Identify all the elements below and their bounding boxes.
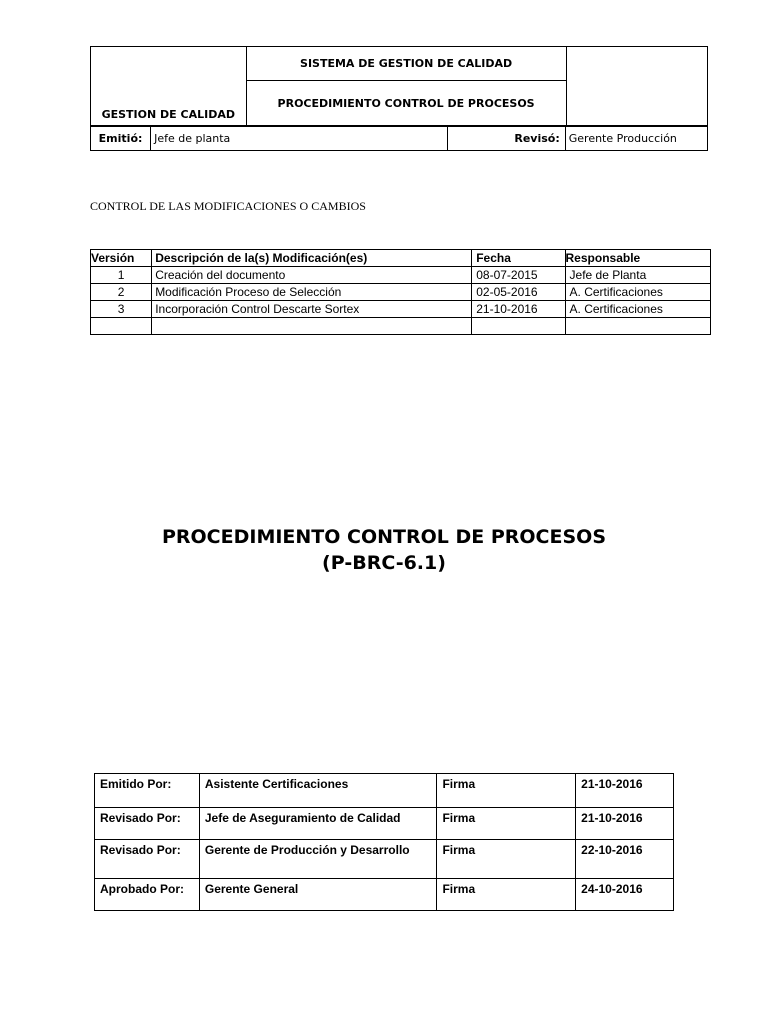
system-title: SISTEMA DE GESTION DE CALIDAD bbox=[246, 47, 566, 81]
signature-cell: Firma bbox=[437, 840, 576, 879]
date-cell: 08-07-2015 bbox=[472, 267, 565, 284]
table-row-empty bbox=[91, 318, 711, 335]
signature-cell: Firma bbox=[437, 774, 576, 808]
responsible-cell: Jefe de Planta bbox=[565, 267, 710, 284]
table-row bbox=[95, 774, 674, 808]
date-cell: 21-10-2016 bbox=[472, 301, 565, 318]
description-cell: Modificación Proceso de Selección bbox=[152, 284, 472, 301]
table-row bbox=[91, 301, 711, 318]
column-header: Versión bbox=[91, 250, 152, 267]
role-cell: Revisado Por: bbox=[95, 840, 200, 879]
signature-cell: Firma bbox=[437, 808, 576, 840]
date-cell: 02-05-2016 bbox=[472, 284, 565, 301]
column-header: Descripción de la(s) Modificación(es) bbox=[152, 250, 472, 267]
role-cell: Emitido Por: bbox=[95, 774, 200, 808]
version-cell: 3 bbox=[91, 301, 152, 318]
main-title bbox=[0, 524, 768, 576]
emitio-value: Jefe de planta bbox=[151, 127, 447, 151]
version-cell: 2 bbox=[91, 284, 152, 301]
main-title-line: PROCEDIMIENTO CONTROL DE PROCESOS bbox=[161, 526, 607, 548]
date-cell: 22-10-2016 bbox=[576, 840, 674, 879]
document-header bbox=[90, 46, 708, 126]
section-heading: CONTROL DE LAS MODIFICACIONES O CAMBIOS bbox=[90, 199, 366, 213]
reviso-label: Revisó: bbox=[447, 127, 565, 151]
table-row bbox=[91, 284, 711, 301]
name-cell: Gerente General bbox=[199, 879, 437, 911]
column-header: Responsable bbox=[565, 250, 710, 267]
reviso-value: Gerente Producción bbox=[565, 127, 707, 151]
table-row bbox=[95, 840, 674, 879]
empty-cell bbox=[472, 318, 565, 335]
version-cell: 1 bbox=[91, 267, 152, 284]
procedure-code: (P-BRC-6.1) bbox=[322, 552, 446, 574]
date-cell: 21-10-2016 bbox=[576, 774, 674, 808]
versions-table bbox=[90, 249, 711, 335]
date-cell: 24-10-2016 bbox=[576, 879, 674, 911]
name-cell: Asistente Certificaciones bbox=[199, 774, 437, 808]
role-cell: Revisado Por: bbox=[95, 808, 200, 840]
role-cell: Aprobado Por: bbox=[95, 879, 200, 911]
table-row bbox=[95, 808, 674, 840]
document-meta bbox=[90, 126, 708, 151]
column-header: Fecha bbox=[472, 250, 565, 267]
responsible-cell: A. Certificaciones bbox=[565, 284, 710, 301]
table-row bbox=[95, 879, 674, 911]
empty-cell bbox=[152, 318, 472, 335]
table-header-row bbox=[91, 250, 711, 267]
name-cell: Gerente de Producción y Desarrollo bbox=[199, 840, 437, 879]
emitio-label: Emitió: bbox=[91, 127, 151, 151]
procedure-title: PROCEDIMIENTO CONTROL DE PROCESOS bbox=[246, 81, 566, 126]
logo-area bbox=[566, 47, 707, 126]
department-name: GESTION DE CALIDAD bbox=[91, 47, 247, 126]
empty-cell bbox=[565, 318, 710, 335]
approvals-table bbox=[94, 773, 674, 911]
description-cell: Creación del documento bbox=[152, 267, 472, 284]
empty-cell bbox=[91, 318, 152, 335]
name-cell: Jefe de Aseguramiento de Calidad bbox=[199, 808, 437, 840]
signature-cell: Firma bbox=[437, 879, 576, 911]
date-cell: 21-10-2016 bbox=[576, 808, 674, 840]
description-cell: Incorporación Control Descarte Sortex bbox=[152, 301, 472, 318]
table-row bbox=[91, 267, 711, 284]
responsible-cell: A. Certificaciones bbox=[565, 301, 710, 318]
